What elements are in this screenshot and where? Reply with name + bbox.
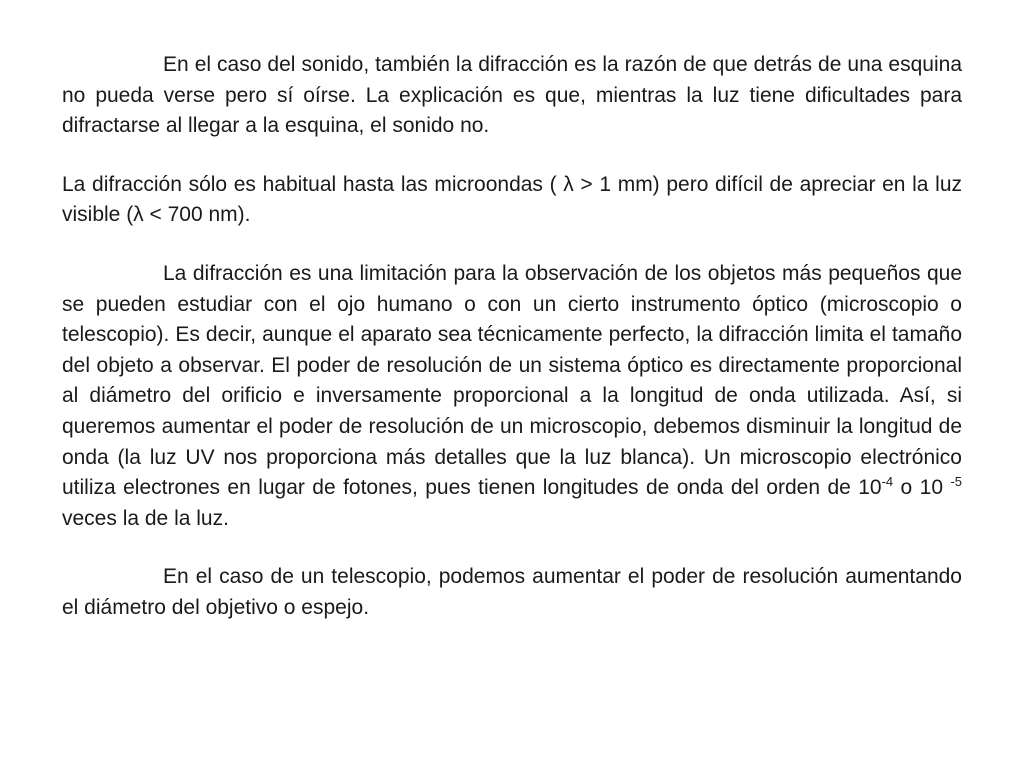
- resolution-text: La difracción es una limitación para la observación de los objetos más pequeños que se pueden estudiar con el ojo humano o con un cierto instrumento óptico (microscopio o telescopio). Es decir, aunque el aparato sea técnicamente perfecto, la difracción limita el tamaño del objeto a observar. El poder de resolución de un sistema óptico es directamente proporcional al diámetro del orificio e inversamente proporcional a la longitud de onda utilizada. Así, si queremos aumentar el poder de resolución de un microscopio, debemos disminuir la longitud de onda (la luz UV nos proporciona más detalles que la luz blanca). Un microscopio electrónico utiliza electrones en lugar de fotones, pues tienen longitudes de onda del orden de: [62, 261, 962, 500]
- power-base: 10: [858, 476, 882, 500]
- exponent-minus-5: -5: [950, 474, 962, 490]
- exponent-minus-4: -4: [881, 474, 894, 490]
- paragraph-microwave-diffraction: La difracción sólo es habitual hasta las microondas ( λ > 1 mm) pero difícil de apreciar en la luz visible (λ < 700 nm).: [62, 172, 962, 227]
- paragraph-sound-diffraction: En el caso del sonido, también la difracción es la razón de que detrás de una esquina no pueda verse pero sí oírse. La explicación es que, mientras la luz tiene dificultades para difractarse al llegar a la esquina, el sonido no.: [62, 53, 962, 138]
- resolution-text-end: veces la de la luz.: [62, 506, 229, 530]
- paragraph-gap: [62, 534, 962, 562]
- paragraph-gap: [62, 142, 962, 170]
- power-connector: o 10: [893, 476, 951, 500]
- paragraph-telescope: En el caso de un telescopio, podemos aumentar el poder de resolución aumentando el diámetro del objetivo o espejo.: [62, 565, 962, 619]
- paragraph-resolution-limit: [62, 259, 962, 534]
- paragraph-gap: [62, 231, 962, 259]
